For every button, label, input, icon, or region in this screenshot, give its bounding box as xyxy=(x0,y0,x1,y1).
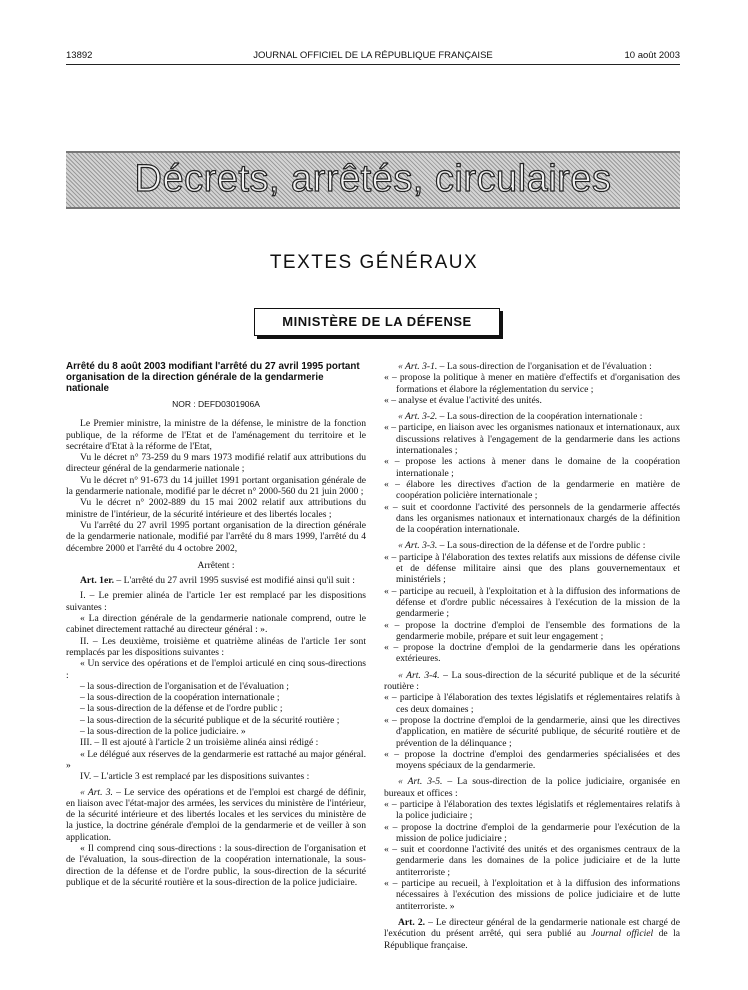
list-item: « – propose la doctrine d'emploi de la gendarmerie, ainsi que les directives d'application, en matière de sécurité publique, de sécurité routière et de prévention de la délinquance ; xyxy=(384,714,680,749)
list-item: « – participe, en liaison avec les organismes nationaux et internationaux, aux discussions relatives à l'engagement de la gendarmerie dans les actions internationales ; xyxy=(384,422,680,457)
visa-2: Vu le décret n° 91-673 du 14 juillet 1991 portant organisation générale de la gendarmerie nationale, modifié par le décret n° 2000-560 du 21 juin 2000 ; xyxy=(66,474,366,498)
visa-4: Vu l'arrêté du 27 avril 1995 portant organisation de la direction générale de la gendarmerie nationale, modifié par l'arrêté du 8 mars 1999, l'arrêté du 4 décembre 2000 et l'arrêté du 4 octobre 2002, xyxy=(66,519,366,554)
article-3-label: « Art. 3. xyxy=(80,786,113,798)
section-title: TEXTES GÉNÉRAUX xyxy=(269,252,479,273)
decree-title: Arrêté du 8 août 2003 modifiant l'arrêté du 27 avril 1995 portant organisation de la direction générale de la gendarmerie nationale xyxy=(66,361,360,394)
article-2-label: Art. 2. xyxy=(398,916,426,928)
list-item: « – participe au recueil, à l'exploitation et à la diffusion des informations de défense et d'ordre public nécessaires à l'exécution de la mission de la gendarmerie ; xyxy=(384,585,680,620)
ministry-box: MINISTÈRE DE LA DÉFENSE xyxy=(254,308,500,336)
article-3: « Art. 3. – Le service des opérations et de l'emploi est chargé de définir, en liaison avec l'état-major des armées, les services du ministère de l'intérieur, de la sécurité intérieure et des libertés locales et les services du ministère de la justice, la doctrine générale d'emploi de la gendarmerie et de veiller à son application. xyxy=(66,786,366,843)
visa-3: Vu le décret n° 2002-889 du 15 mai 2002 relatif aux attributions du ministre de l'intérieur, de la sécurité intérieure et des libertés locales ; xyxy=(66,497,366,520)
item-3: III. – Il est ajouté à l'article 2 un troisième alinéa ainsi rédigé : xyxy=(80,737,319,749)
left-column xyxy=(66,361,366,888)
article-1-label: Art. 1er. xyxy=(80,575,115,587)
item-2-quote: « Un service des opérations et de l'emploi articulé en cinq sous-directions : xyxy=(66,658,366,681)
banner-title: Décrets, arrêtés, circulaires xyxy=(134,158,612,200)
item-1: I. – Le premier alinéa de l'article 1er est remplacé par les dispositions suivantes : xyxy=(66,590,366,613)
list-item: « – suit et coordonne l'activité des unités et des organismes centraux de la gendarmerie dans les domaines de la police judiciaire et de la lutte antiterroriste ; xyxy=(384,844,680,878)
list-item: « – propose la politique à mener en matière d'effectifs et d'organisation des formations et élabore la réglementation du service ; xyxy=(384,372,680,395)
article-3-para: « Il comprend cinq sous-directions : la sous-direction de l'organisation et de l'évaluation, la sous-direction de la coopération internationale, la sous-direction de la défense et de l'ordre public, la sous-direction de la sécurité publique et de la sécurité routière et la sous-direction de la police judiciaire. xyxy=(66,842,366,888)
journal-title: JOURNAL OFFICIEL DE LA RÉPUBLIQUE FRANÇAISE xyxy=(253,50,493,61)
item-4: IV. – L'article 3 est remplacé par les dispositions suivantes : xyxy=(80,771,310,783)
article-1: Art. 1er. – L'arrêté du 27 avril 1995 susvisé est modifié ainsi qu'il suit : xyxy=(80,575,355,587)
list-item: « – propose les actions à mener dans le domaine de la coopération internationale ; xyxy=(384,456,680,479)
list-item: – la sous-direction de la sécurité publique et de la sécurité routière ; xyxy=(80,714,340,726)
list-item: – la sous-direction de la défense et de l'ordre public ; xyxy=(80,703,283,715)
page-number: 13892 xyxy=(66,50,93,61)
article-3-2: « Art. 3-2. – La sous-direction de la coopération internationale : xyxy=(398,411,643,423)
article-3-5: « Art. 3-5. – La sous-direction de la police judiciaire, organisée en bureaux et offices : xyxy=(384,776,680,799)
list-item: « – propose la doctrine d'emploi des gendarmeries spécialisées et des moyens spéciaux de la gendarmerie. xyxy=(384,748,680,772)
article-2: Art. 2. – Le directeur général de la gendarmerie nationale est chargé de l'exécution du présent arrêté, qui sera publié au Journal officiel de la République française. xyxy=(384,916,680,951)
issue-date: 10 août 2003 xyxy=(624,50,680,61)
list-item: « – participe à l'élaboration des textes législatifs et réglementaires relatifs à la police judiciaire ; xyxy=(384,798,680,822)
list-item: – la sous-direction de la police judiciaire. » xyxy=(80,726,246,738)
right-column xyxy=(384,361,680,951)
list-item: – la sous-direction de l'organisation et de l'évaluation ; xyxy=(80,680,289,692)
preamble: Le Premier ministre, la ministre de la défense, le ministre de la fonction publique, de la réforme de l'Etat et de l'aménagement du territoire et le secrétaire d'Etat à la réforme de l'Etat, xyxy=(66,418,366,452)
nor-reference: NOR : DEFD0301906A xyxy=(172,399,260,409)
item-3-quote: « Le délégué aux réserves de la gendarmerie est rattaché au major général. » xyxy=(66,748,366,771)
item-2: II. – Les deuxième, troisième et quatrième alinéas de l'article 1er sont remplacés par les dispositions suivantes : xyxy=(66,635,366,658)
list-item: – la sous-direction de la coopération internationale ; xyxy=(80,692,280,704)
page-header xyxy=(66,50,680,64)
article-3-1: « Art. 3-1. – La sous-direction de l'organisation et de l'évaluation : xyxy=(398,361,652,372)
article-3-4: « Art. 3-4. – La sous-direction de la sécurité publique et de la sécurité routière : xyxy=(384,669,680,693)
list-item: « – propose la doctrine d'emploi de la gendarmerie dans les opérations extérieures. xyxy=(384,642,680,665)
visa-1: Vu le décret n° 73-259 du 9 mars 1973 modifié relatif aux attributions du directeur général de la gendarmerie nationale ; xyxy=(66,452,366,475)
list-item: « – analyse et évalue l'activité des unités. xyxy=(384,394,542,406)
item-1-quote: « La direction générale de la gendarmerie nationale comprend, outre le cabinet directement rattaché au directeur général : ». xyxy=(66,613,366,636)
list-item: « – propose la doctrine d'emploi de la gendarmerie pour l'exécution de la mission de police judiciaire ; xyxy=(384,821,680,844)
list-item: « – participe au recueil, à l'exploitation et à la diffusion des informations nécessaires à l'exécution des missions de police judiciaire et de lutte antiterroriste. » xyxy=(384,878,680,912)
journal-officiel: Journal officiel xyxy=(591,928,654,940)
article-3-3: « Art. 3-3. – La sous-direction de la défense et de l'ordre public : xyxy=(398,540,646,552)
list-item: « – élabore les directives d'action de la gendarmerie en matière de coopération policière internationale ; xyxy=(384,478,680,502)
list-item: « – participe à l'élaboration des textes relatifs aux missions de défense civile et de défense militaire ainsi que des plans gouvernementaux et ministériels ; xyxy=(384,551,680,586)
header-rule xyxy=(66,64,680,65)
list-item: « – suit et coordonne l'activité des personnels de la gendarmerie affectés dans les organismes nationaux et internationaux chargés de la définition de la coopération internationale. xyxy=(384,501,680,536)
arretent: Arrêtent : xyxy=(197,559,235,571)
list-item: « – propose la doctrine d'emploi de l'ensemble des formations de la gendarmerie mobile, prépare et suit leur engagement ; xyxy=(384,619,680,642)
section-banner xyxy=(66,151,680,209)
list-item: « – participe à l'élaboration des textes législatifs et réglementaires relatifs à ces deux domaines ; xyxy=(384,692,680,715)
